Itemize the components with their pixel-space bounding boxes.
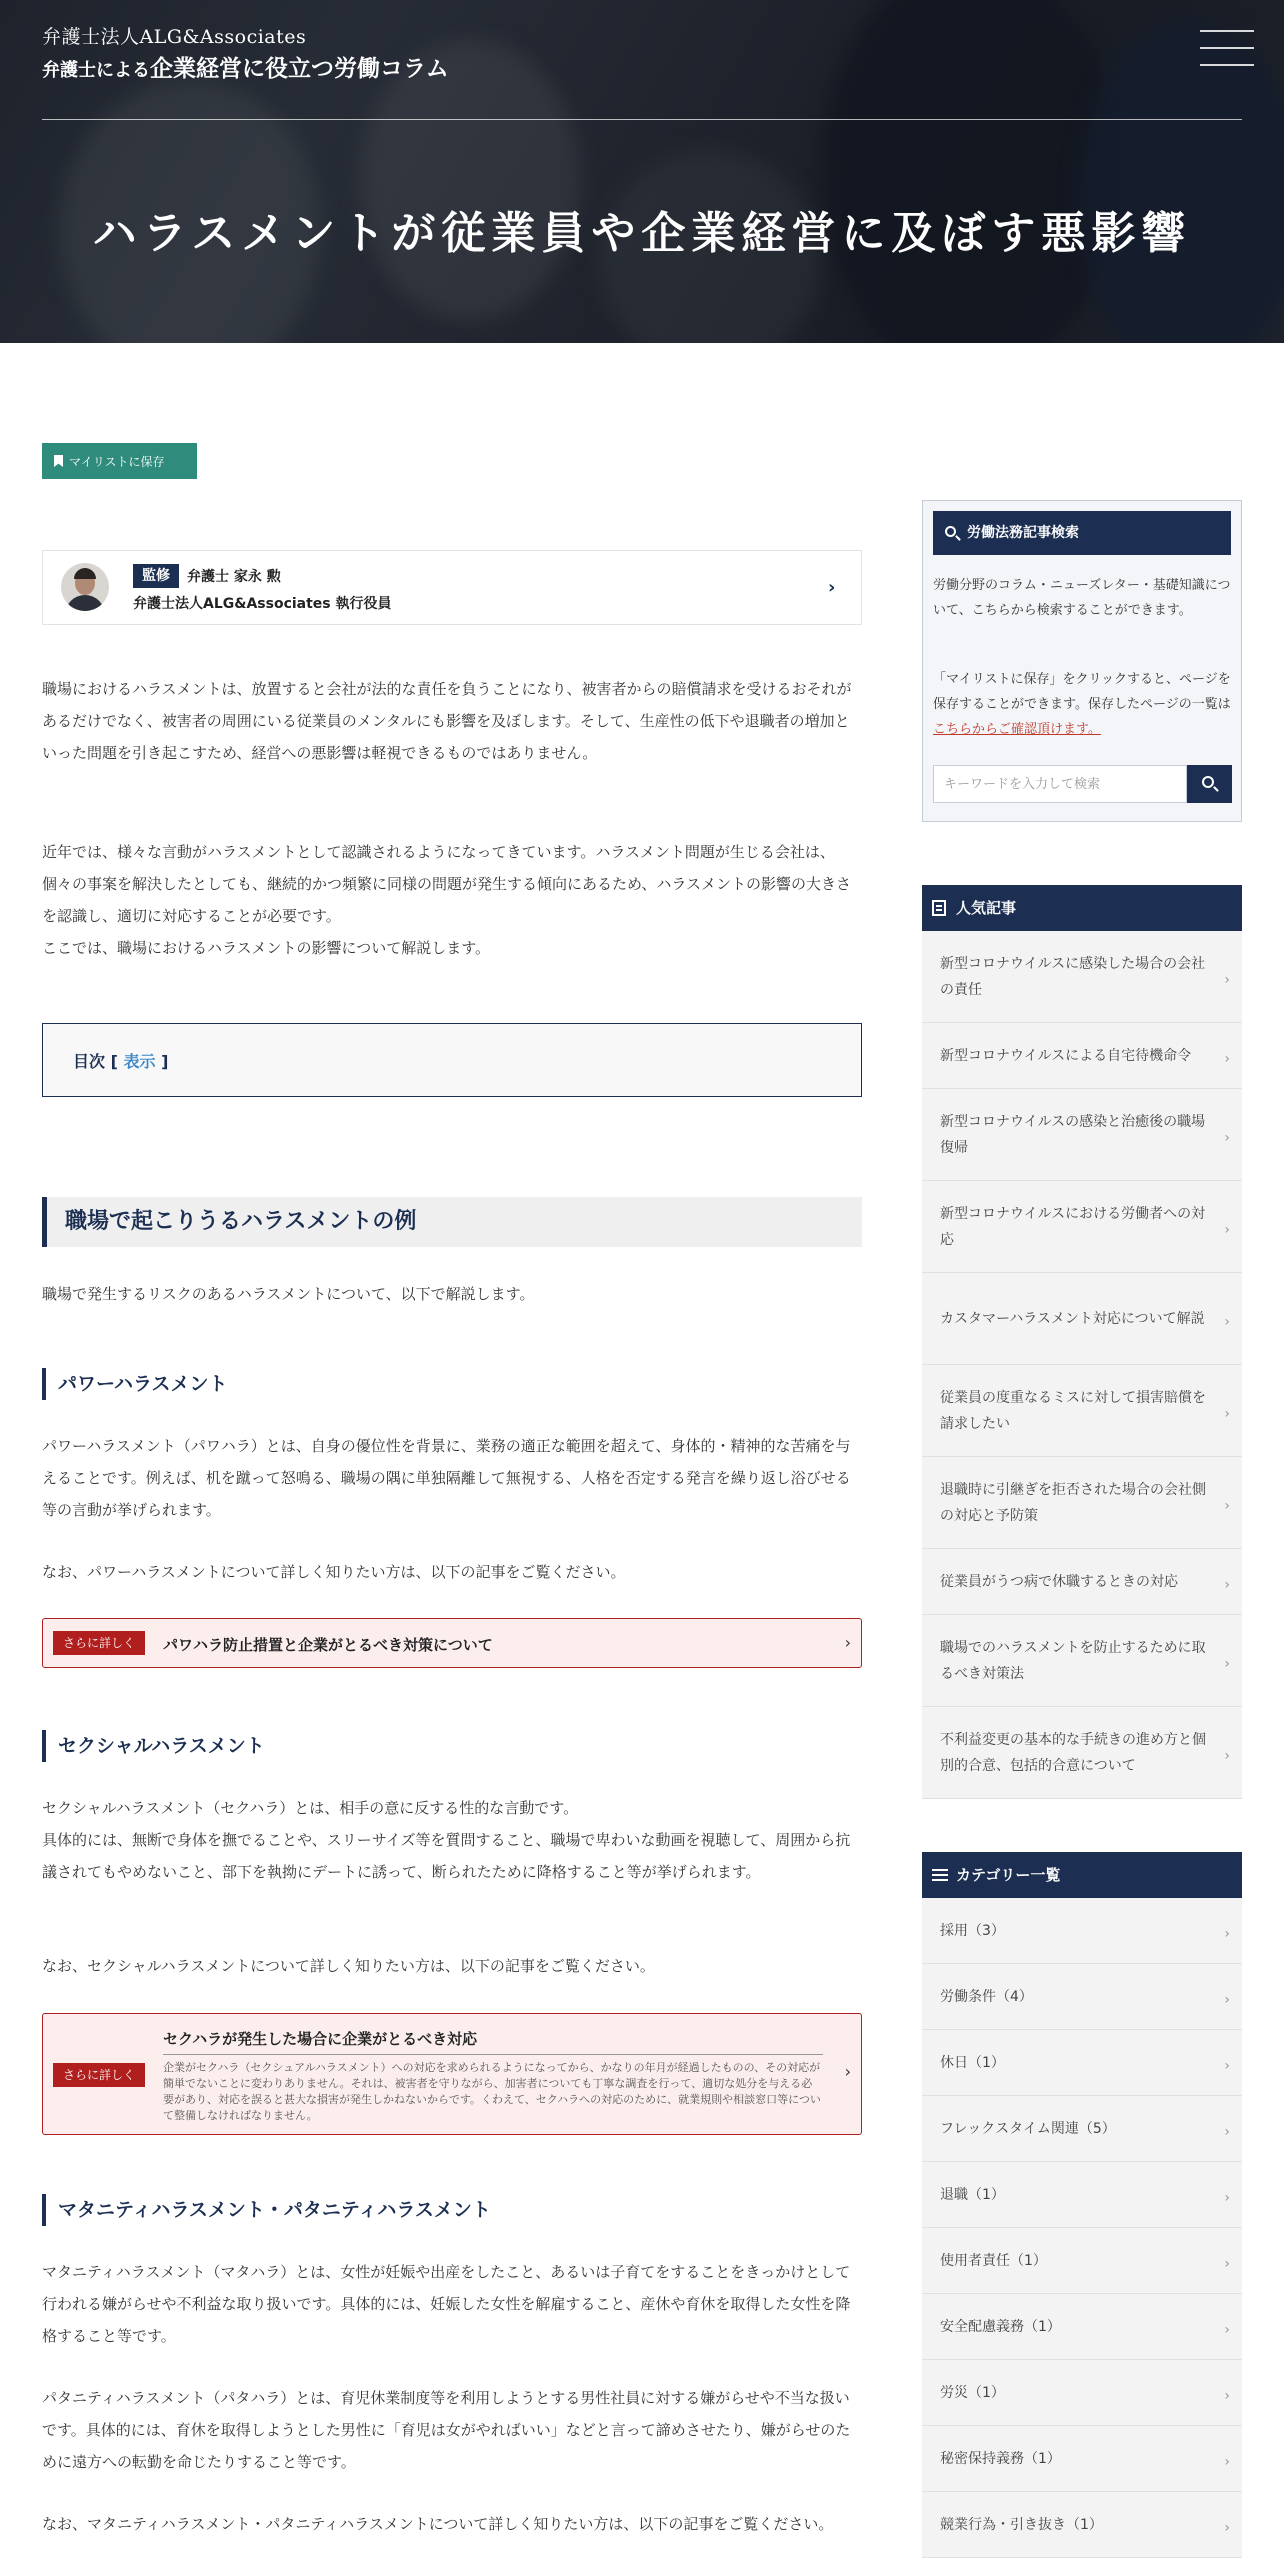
avatar bbox=[61, 563, 109, 611]
supervisor-tag: 監修 bbox=[133, 564, 179, 588]
chevron-right-icon: › bbox=[1224, 1655, 1230, 1672]
popular-item[interactable]: 従業員がうつ病で休職するときの対応 › bbox=[922, 1549, 1242, 1615]
page-title: ハラスメントが従業員や企業経営に及ぼす悪影響 bbox=[92, 208, 1192, 259]
tagline-prefix: 弁護士による bbox=[42, 60, 150, 81]
search-icon bbox=[1202, 776, 1214, 788]
sexual-body-2: 具体的には、無断で身体を撫でることや、スリーサイズ等を質問すること、職場で卑わいな動画を視聴して、周囲から抗議されてもやめないこと、部下を執拗にデートに誘って、断られたために降格すること等が挙げられます。 bbox=[42, 1831, 851, 1881]
chevron-right-icon: › bbox=[1224, 2123, 1230, 2140]
intro-text-3: ここでは、職場におけるハラスメントの影響について解説します。 bbox=[42, 939, 491, 957]
article-search-widget bbox=[922, 500, 1242, 822]
mylist-text: 「マイリストに保存」をクリックすると、ページを保存することができます。保存したページの一覧は bbox=[933, 672, 1231, 712]
related-link-excerpt: 企業がセクハラ（セクシュアルハラスメント）への対応を求められるようになってから、かなりの年月が経過したものの、その対応が簡単でないことに変わりありません。それは、被害者を守りながら、加害者についても丁寧な調査を行って、適切な処分を与える必要があり、対応を誤ると甚大な損害が発生しかねないからです。くわえて、セクハラへの対応のために、就業規則や相談窓口等について整備しなければなりません。 bbox=[163, 2061, 821, 2122]
popular-item[interactable]: 職場でのハラスメントを防止するために取るべき対策法 › bbox=[922, 1615, 1242, 1707]
category-item[interactable]: 秘密保持義務（1） › bbox=[922, 2426, 1242, 2492]
related-link-title: セクハラが発生した場合に企業がとるべき対応 bbox=[163, 2030, 478, 2048]
chevron-right-icon: › bbox=[1224, 1991, 1230, 2008]
intro-text-2: 近年では、様々な言動がハラスメントとして認識されるようになってきています。ハラスメント問題が生じる会社は、個々の事案を解決したとしても、継続的かつ頻繁に同様の問題が発生する傾向にあるため、ハラスメントの影響の大きさを認識し、適切に対応することが必要です。 bbox=[42, 843, 851, 925]
chevron-right-icon: › bbox=[1224, 2057, 1230, 2074]
chevron-right-icon: › bbox=[844, 2062, 851, 2081]
chevron-right-icon: › bbox=[1224, 1129, 1230, 1146]
popular-item[interactable]: 退職時に引継ぎを拒否された場合の会社側の対応と予防策 › bbox=[922, 1457, 1242, 1549]
search-heading-label: 労働法務記事検索 bbox=[967, 525, 1079, 541]
bookmark-icon bbox=[54, 455, 63, 467]
categories-heading bbox=[922, 1852, 1242, 1898]
chevron-right-icon: › bbox=[1224, 1747, 1230, 1764]
search-input[interactable] bbox=[933, 765, 1187, 803]
save-to-mylist-button[interactable] bbox=[42, 443, 197, 479]
subheading-sexual: セクシャルハラスメント bbox=[42, 1730, 862, 1762]
subheading-power: パワーハラスメント bbox=[42, 1368, 862, 1400]
chevron-right-icon: › bbox=[1224, 2453, 1230, 2470]
categories-heading-label: カテゴリー一覧 bbox=[956, 1866, 1061, 1884]
toc-bracket-open: [ bbox=[110, 1052, 118, 1071]
search-submit-button[interactable] bbox=[1187, 765, 1232, 803]
mylist-description bbox=[933, 667, 1233, 742]
chevron-right-icon: › bbox=[1224, 1050, 1230, 1067]
chevron-right-icon: › bbox=[1224, 1313, 1230, 1330]
category-item[interactable]: 退職（1） › bbox=[922, 2162, 1242, 2228]
chevron-right-icon: › bbox=[1224, 1221, 1230, 1238]
popular-item[interactable]: 不利益変更の基本的な手続きの進め方と個別的合意、包括的合意について › bbox=[922, 1707, 1242, 1799]
chevron-right-icon: › bbox=[844, 1633, 851, 1652]
category-item[interactable]: 休日（1） › bbox=[922, 2030, 1242, 2096]
hamburger-menu-icon[interactable] bbox=[1200, 30, 1254, 66]
chevron-right-icon: › bbox=[1224, 1925, 1230, 1942]
popular-item[interactable]: 新型コロナウイルスにおける労働者への対応 › bbox=[922, 1181, 1242, 1273]
category-item[interactable]: 競業行為・引き抜き（1） › bbox=[922, 2492, 1242, 2558]
chevron-right-icon: › bbox=[1224, 2321, 1230, 2338]
tagline-main: 企業経営に役立つ労働コラム bbox=[150, 56, 449, 82]
popular-item[interactable]: カスタマーハラスメント対応について解説 › bbox=[922, 1273, 1242, 1365]
search-description: 労働分野のコラム・ニューズレター・基礎知識について、こちらから検索することができます。 bbox=[933, 578, 1231, 618]
search-icon bbox=[945, 526, 956, 537]
search-heading bbox=[933, 511, 1231, 555]
header-divider bbox=[42, 119, 1242, 120]
chevron-right-icon: › bbox=[828, 577, 836, 598]
site-tagline[interactable] bbox=[42, 50, 449, 83]
popular-item[interactable]: 新型コロナウイルスの感染と治癒後の職場復帰 › bbox=[922, 1089, 1242, 1181]
sexual-note: なお、セクシャルハラスメントについて詳しく知りたい方は、以下の記事をご覧ください。 bbox=[42, 1957, 655, 1975]
save-label: マイリストに保存 bbox=[69, 454, 165, 469]
intro-paragraph-1: 職場におけるハラスメントは、放置すると会社が法的な責任を負うことになり、被害者からの賠償請求を受けるおそれがあるだけでなく、被害者の周囲にいる従業員のメンタルにも影響を及ぼします。そして、生産性の低下や退職者の増加といった問題を引き起こすため、経営への悪影響は軽視できるものではありません。 bbox=[42, 680, 852, 762]
power-body: パワーハラスメント（パワハラ）とは、自身の優位性を背景に、業務の適正な範囲を超えて、身体的・精神的な苦痛を与えることです。例えば、机を蹴って怒鳴る、職場の隅に単独隔離して無視する、人格を否定する発言を繰り返し浴びせる等の言動が挙げられます。 bbox=[42, 1437, 851, 1519]
category-item[interactable]: 使用者責任（1） › bbox=[922, 2228, 1242, 2294]
toc-bracket-close: ] bbox=[161, 1052, 169, 1071]
firm-name[interactable]: 弁護士法人ALG&Associates bbox=[42, 26, 307, 48]
maternity-body: マタニティハラスメント（マタハラ）とは、女性が妊娠や出産をしたこと、あるいは子育てをすることをきっかけとして行われる嫌がらせや不利益な取り扱いです。具体的には、妊娠した女性を解雇すること、産休や育休を取得した女性を降格すること等です。 bbox=[42, 2263, 851, 2345]
category-item[interactable]: フレックスタイム関連（5） › bbox=[922, 2096, 1242, 2162]
subheading-maternity: マタニティハラスメント・パタニティハラスメント bbox=[42, 2194, 862, 2226]
chevron-right-icon: › bbox=[1224, 1497, 1230, 1514]
popular-heading-label: 人気記事 bbox=[956, 899, 1017, 917]
category-item[interactable]: 労災（1） › bbox=[922, 2360, 1242, 2426]
list-icon bbox=[932, 1868, 948, 1882]
chevron-right-icon: › bbox=[1224, 971, 1230, 988]
maternity-note: なお、マタニティハラスメント・パタニティハラスメントについて詳しく知りたい方は、以下の記事をご覧ください。 bbox=[42, 2515, 834, 2533]
chevron-right-icon: › bbox=[1224, 2519, 1230, 2536]
chevron-right-icon: › bbox=[1224, 2255, 1230, 2272]
popular-articles-heading bbox=[922, 885, 1242, 931]
mylist-link[interactable]: こちらからご確認頂けます。 bbox=[933, 722, 1101, 737]
related-link-title: パワハラ防止措置と企業がとるべき対策について bbox=[163, 1636, 493, 1654]
hero-header bbox=[0, 0, 1284, 343]
chevron-right-icon: › bbox=[1224, 2387, 1230, 2404]
popular-item[interactable]: 従業員の度重なるミスに対して損害賠償を請求したい › bbox=[922, 1365, 1242, 1457]
section-lead: 職場で発生するリスクのあるハラスメントについて、以下で解説します。 bbox=[42, 1285, 535, 1303]
supervisor-name: 弁護士 家永 勲 bbox=[187, 569, 281, 585]
supervisor-role: 弁護士法人ALG&Associates 執行役員 bbox=[133, 596, 392, 612]
sexual-body-1: セクシャルハラスメント（セクハラ）とは、相手の意に反する性的な言動です。 bbox=[42, 1799, 579, 1817]
paternity-body: パタニティハラスメント（パタハラ）とは、育児休業制度等を利用しようとする男性社員に対する嫌がらせや不当な扱いです。具体的には、育休を取得しようとした男性に「育児は女がやればいい」などと言って諦めさせたり、嫌がらせのために遠方への転勤を命じたりすること等です。 bbox=[42, 2389, 851, 2471]
category-item[interactable]: 労働条件（4） › bbox=[922, 1964, 1242, 2030]
chevron-right-icon: › bbox=[1224, 2189, 1230, 2206]
supervisor-card[interactable] bbox=[42, 550, 862, 625]
popular-item[interactable]: 新型コロナウイルスに感染した場合の会社の責任 › bbox=[922, 931, 1242, 1023]
related-link-sexual[interactable] bbox=[42, 2013, 862, 2135]
more-badge: さらに詳しく bbox=[53, 2063, 145, 2087]
power-note: なお、パワーハラスメントについて詳しく知りたい方は、以下の記事をご覧ください。 bbox=[42, 1563, 626, 1581]
related-link-power[interactable] bbox=[42, 1618, 862, 1668]
category-list bbox=[922, 1898, 1242, 2558]
intro-paragraph-2 bbox=[42, 836, 862, 964]
popular-articles-list bbox=[922, 931, 1242, 1799]
popular-item[interactable]: 新型コロナウイルスによる自宅待機命令 › bbox=[922, 1023, 1242, 1089]
document-icon bbox=[932, 900, 946, 916]
toc-label: 目次 bbox=[73, 1052, 106, 1071]
sexual-body bbox=[42, 1792, 862, 1888]
chevron-right-icon: › bbox=[1224, 1576, 1230, 1593]
more-badge: さらに詳しく bbox=[53, 1631, 145, 1655]
table-of-contents bbox=[42, 1023, 862, 1097]
category-item[interactable]: 安全配慮義務（1） › bbox=[922, 2294, 1242, 2360]
section-heading: 職場で起こりうるハラスメントの例 bbox=[42, 1197, 862, 1247]
toc-toggle-link[interactable]: 表示 bbox=[123, 1052, 156, 1071]
category-item[interactable]: 採用（3） › bbox=[922, 1898, 1242, 1964]
chevron-right-icon: › bbox=[1224, 1405, 1230, 1422]
